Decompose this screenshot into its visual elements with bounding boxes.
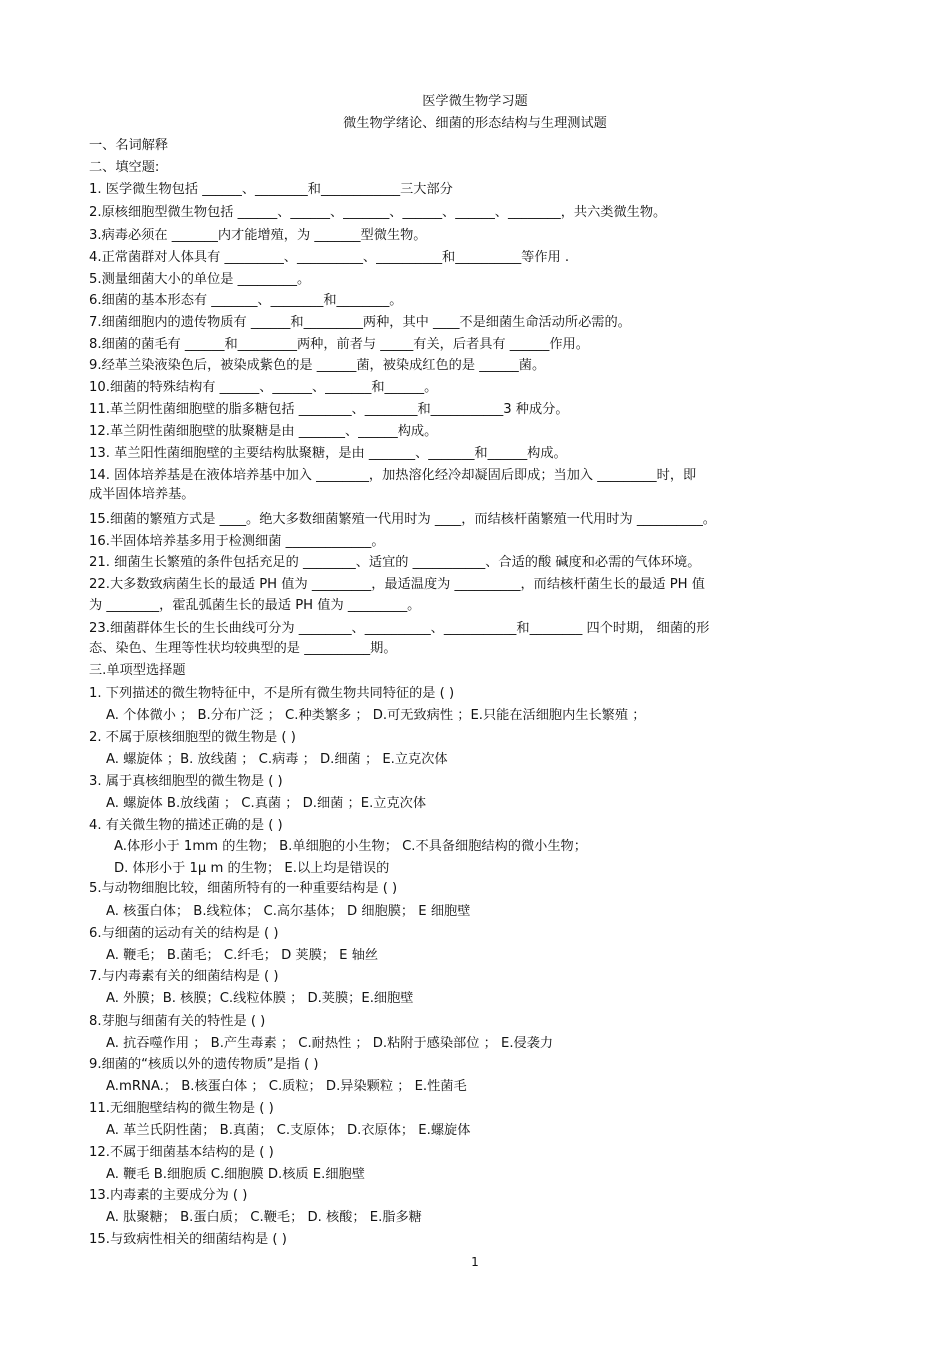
choice-options: A. 鞭毛； B.菌毛； C.纤毛； D 荚膜； E 轴丝: [106, 948, 379, 963]
fill-question-continuation: 成半固体培养基。: [89, 487, 195, 502]
section-heading: 二、填空题:: [89, 160, 160, 175]
choice-question: 3. 属于真核细胞型的微生物是 ( ): [89, 774, 283, 789]
fill-question: 2.原核细胞型微生物包括 ______、______、_______、______、______、________，共六类微生物。: [89, 205, 667, 220]
choice-question: 6.与细菌的运动有关的结构是 ( ): [89, 926, 279, 941]
choice-options: A. 个体微小 ； B.分布广泛 ； C.种类繁多 ； D.可无致病性 ；E.只能在活细胞内生长繁殖 ；: [106, 708, 646, 723]
fill-question: 23.细菌群体生长的生长曲线可分为 ________、__________、___________和________ 四个时期， 细菌的形: [89, 621, 710, 636]
fill-question-continuation: 态、染色、生理等性状均较典型的是 __________期。: [89, 641, 397, 656]
choice-options: A. 抗吞噬作用 ； B.产生毒素 ； C.耐热性 ； D.粘附于感染部位 ； E.侵袭力: [106, 1036, 554, 1051]
choice-options: A. 肽聚糖； B.蛋白质； C.鞭毛； D. 核酸； E.脂多糖: [106, 1210, 422, 1225]
choice-question: 7.与内毒素有关的细菌结构是 ( ): [89, 969, 279, 984]
fill-question: 14. 固体培养基是在液体培养基中加入 ________，加热溶化经冷却凝固后即成；当加入 _________时，即: [89, 468, 697, 483]
section-heading: 一、名词解释: [89, 138, 169, 153]
fill-question: 16.半固体培养基多用于检测细菌 _____________。: [89, 534, 385, 549]
fill-question: 15.细菌的繁殖方式是 ____。绝大多数细菌繁殖一代用时为 ____，而结核杆菌繁殖一代用时为 __________。: [89, 512, 716, 527]
choice-question: 4. 有关微生物的描述正确的是 ( ): [89, 818, 283, 833]
choice-question: 9.细菌的“核质以外的遗传物质”是指 ( ): [89, 1057, 319, 1072]
fill-question: 9.经革兰染液染色后，被染成紫色的是 ______菌，被染成红色的是 ______菌。: [89, 358, 546, 373]
fill-question: 8.细菌的菌毛有 ______和_________两种，前者与 _____有关，后者具有 ______作用。: [89, 337, 589, 352]
fill-question-continuation: 为 ________，霍乱弧菌生长的最适 PH 值为 _________。: [89, 598, 421, 613]
fill-question: 22.大多数致病菌生长的最适 PH 值为 _________，最适温度为 __________，而结核杆菌生长的最适 PH 值: [89, 577, 705, 592]
choice-question: 13.内毒素的主要成分为 ( ): [89, 1188, 248, 1203]
choice-options: A. 核蛋白体； B.线粒体； C.高尔基体； D 细胞膜； E 细胞壁: [106, 904, 471, 919]
fill-question: 3.病毒必须在 _______内才能增殖，为 _______型微生物。: [89, 228, 427, 243]
choice-question: 12.不属于细菌基本结构的是 ( ): [89, 1145, 274, 1160]
choice-options: A. 螺旋体 ；B. 放线菌 ； C.病毒 ； D.细菌 ； E.立克次体: [106, 752, 448, 767]
choice-options: A. 鞭毛 B.细胞质 C.细胞膜 D.核质 E.细胞壁: [106, 1167, 365, 1182]
choice-options: A. 螺旋体 B.放线菌 ； C.真菌 ； D.细菌 ；E.立克次体: [106, 796, 427, 811]
page-title: 医学微生物学习题: [422, 94, 528, 109]
section-heading: 三.单项型选择题: [89, 663, 186, 678]
fill-question: 10.细菌的特殊结构有 ______、______、_______和______。: [89, 380, 438, 395]
choice-question: 15.与致病性相关的细菌结构是 ( ): [89, 1232, 287, 1247]
choice-options: A. 外膜；B. 核膜；C.线粒体膜 ； D.荚膜；E.细胞壁: [106, 991, 414, 1006]
choice-question: 5.与动物细胞比较，细菌所特有的一种重要结构是 ( ): [89, 881, 398, 896]
fill-question: 11.革兰阴性菌细胞壁的脂多糖包括 ________、________和___________3 种成分。: [89, 402, 569, 417]
fill-question: 1. 医学微生物包括 ______、________和____________三大部分: [89, 182, 453, 197]
fill-question: 12.革兰阴性菌细胞壁的肽聚糖是由 _______、______构成。: [89, 424, 438, 439]
fill-question: 13. 革兰阳性菌细胞壁的主要结构肽聚糖，是由 _______、_______和______构成。: [89, 446, 567, 461]
fill-question: 5.测量细菌大小的单位是 _________。: [89, 272, 311, 287]
page-number: 1: [471, 1255, 479, 1269]
choice-options: A.体形小于 1mm 的生物； B.单细胞的小生物； C.不具备细胞结构的微小生物；: [114, 839, 587, 854]
choice-question: 11.无细胞壁结构的微生物是 ( ): [89, 1101, 274, 1116]
fill-question: 7.细菌细胞内的遗传物质有 ______和_________两种，其中 ____不是细菌生命活动所必需的。: [89, 315, 631, 330]
fill-question: 6.细菌的基本形态有 _______、________和________。: [89, 293, 403, 308]
choice-options: A.mRNA.； B.核蛋白体 ； C.质粒； D.异染颗粒 ； E.性菌毛: [106, 1079, 467, 1094]
choice-options: A. 革兰氏阴性菌； B.真菌； C.支原体； D.衣原体； E.螺旋体: [106, 1123, 471, 1138]
page-subtitle: 微生物学绪论、细菌的形态结构与生理测试题: [343, 116, 607, 131]
fill-question: 4.正常菌群对人体具有 _________、__________、__________和__________等作用 .: [89, 250, 570, 265]
choice-question: 8.芽胞与细菌有关的特性是 ( ): [89, 1014, 266, 1029]
choice-question: 1. 下列描述的微生物特征中，不是所有微生物共同特征的是 ( ): [89, 686, 455, 701]
choice-question: 2. 不属于原核细胞型的微生物是 ( ): [89, 730, 296, 745]
fill-question: 21. 细菌生长繁殖的条件包括充足的 ________、适宜的 ___________、合适的酸 碱度和必需的气体环境。: [89, 555, 701, 570]
choice-options: D. 体形小于 1μ m 的生物； E.以上均是错误的: [114, 861, 390, 876]
